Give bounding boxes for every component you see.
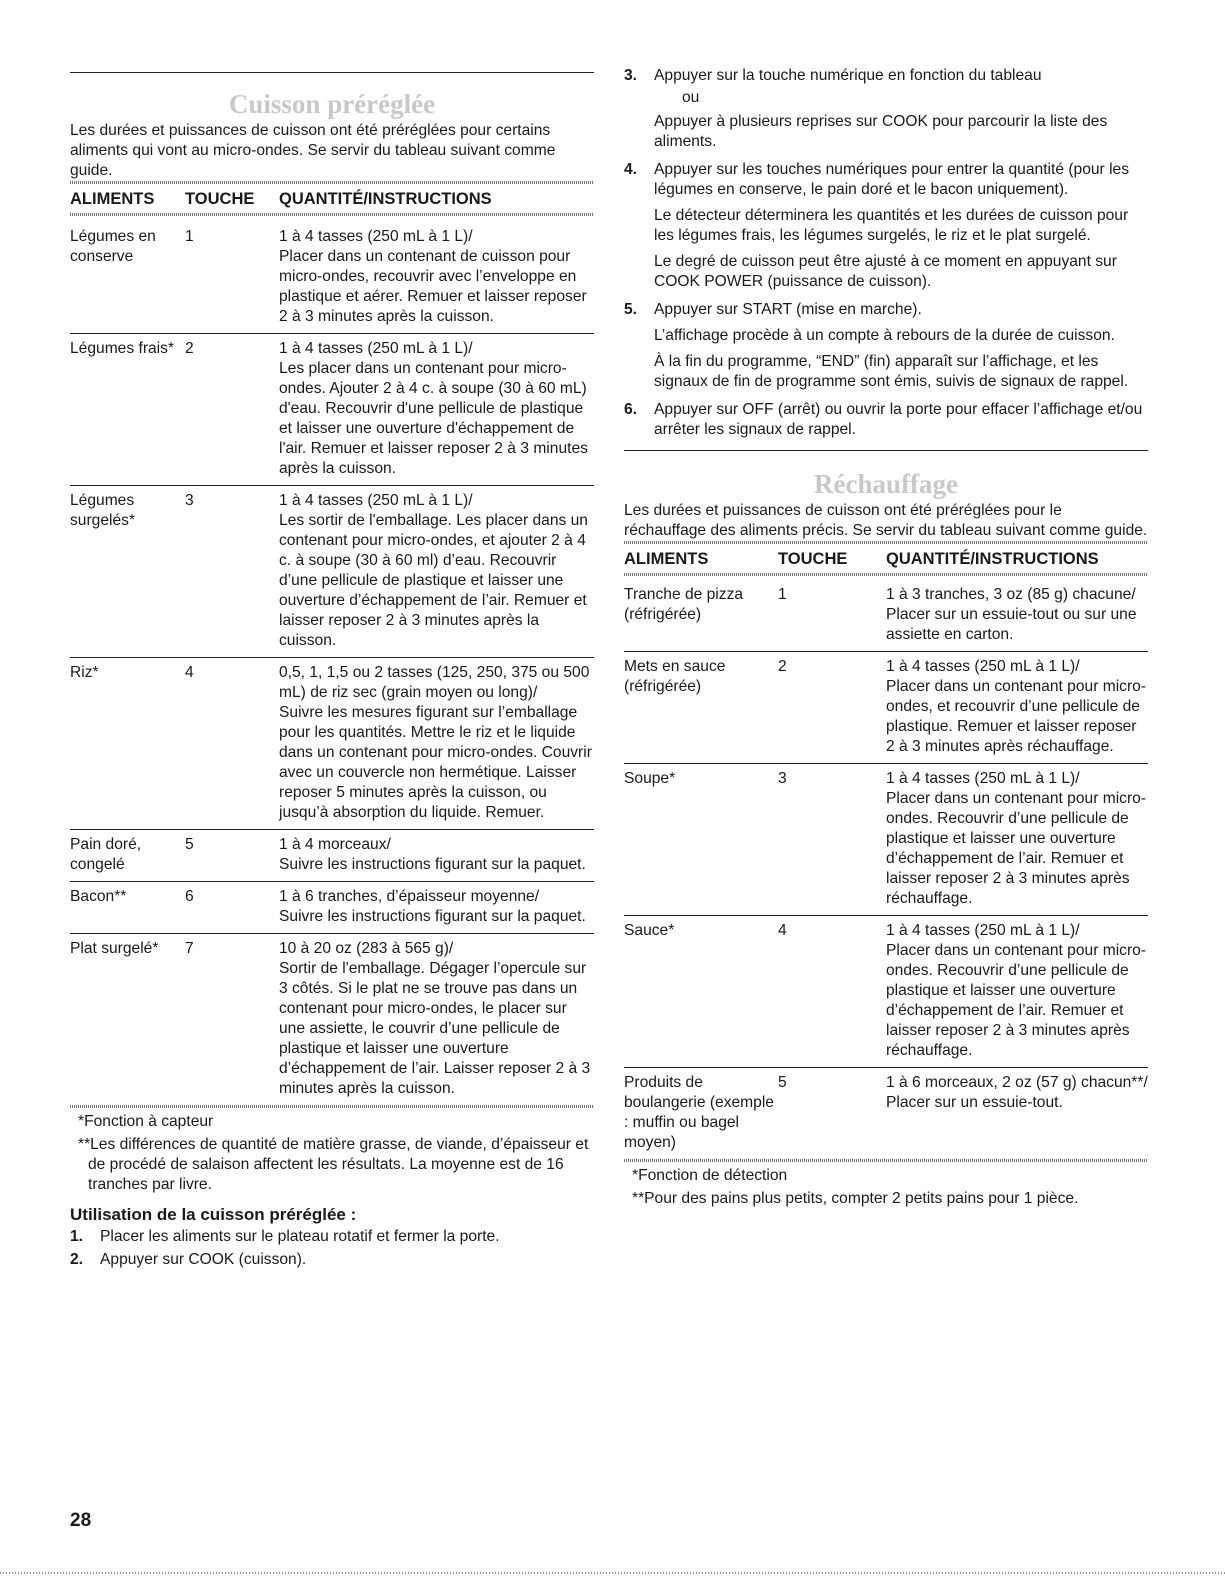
food-cell: Produits de boulangerie (exemple : muffin ou bagel moyen) bbox=[624, 1074, 774, 1151]
instructions-cell: 1 à 4 tasses (250 mL à 1 L)/ Les sortir de l'emballage. Les placer dans un contenant pour micro-ondes, et ajouter 2 à 4 c. à soupe (30 à 60 ml) d’eau. Recouvrir d’une pellicule de plastique et laisser une ouverture d’échappement de l’air. Remuer et laisser reposer 2 à 3 minutes après la cuisson. bbox=[279, 492, 588, 649]
key-cell: 1 bbox=[185, 228, 194, 245]
table-header bbox=[624, 544, 1148, 573]
step-number: 1. bbox=[70, 1228, 84, 1245]
intro-paragraph: Les durées et puissances de cuisson ont été préréglées pour certains aliments qui vont au micro-ondes. Se servir du tableau suivant comme guide. bbox=[70, 122, 556, 179]
food-cell: Sauce* bbox=[624, 922, 675, 939]
instructions-cell: 1 à 4 tasses (250 mL à 1 L)/ Placer dans un contenant pour micro-ondes. Recouvrir d’une pellicule de plastique et laisser une ouverture d’échappement de l’air. Remuer et laisser reposer 2 à 3 minutes après réchauffage. bbox=[886, 922, 1147, 1059]
table-row bbox=[624, 763, 1148, 915]
header-key: TOUCHE bbox=[185, 190, 255, 208]
food-cell: Légumes en conserve bbox=[70, 228, 156, 265]
reheat-table bbox=[624, 580, 1148, 1159]
footnote-sensor: *Fonction à capteur bbox=[78, 1113, 214, 1130]
step-number: 2. bbox=[70, 1251, 84, 1268]
key-cell: 3 bbox=[185, 492, 194, 509]
header-foods: ALIMENTS bbox=[70, 190, 155, 208]
key-cell: 2 bbox=[185, 340, 194, 357]
key-cell: 2 bbox=[778, 658, 787, 675]
step-number: 3. bbox=[624, 67, 638, 84]
key-cell: 3 bbox=[778, 770, 787, 787]
bottom-dotted-border bbox=[0, 1572, 1225, 1574]
key-cell: 5 bbox=[185, 836, 194, 853]
table-row bbox=[70, 333, 594, 485]
step-number: 5. bbox=[624, 301, 638, 318]
food-cell: Tranche de pizza (réfrigérée) bbox=[624, 586, 744, 623]
table-row bbox=[70, 829, 594, 881]
food-cell: Riz* bbox=[70, 664, 99, 681]
footnote-bacon: **Les différences de quantité de matière grasse, de viande, d’épaisseur et de procédé de salaison affectent les résultats. La moyenne est de 16 tranches par livre. bbox=[78, 1136, 589, 1193]
table-row bbox=[624, 1067, 1148, 1159]
step-detail: L’affichage procède à un compte à rebours de la durée de cuisson. bbox=[654, 327, 1115, 344]
step-or: ou bbox=[682, 89, 700, 106]
key-cell: 6 bbox=[185, 888, 194, 905]
instructions-cell: 10 à 20 oz (283 à 565 g)/ Sortir de l'emballage. Dégager l’opercule sur 3 côtés. Si le plat ne se trouve pas dans un contenant pour micro-ondes, le placer sur une assiette, le couvrir d’une pellicule de plastique et laisser une ouverture d’échappement de l’air. Laisser reposer 2 à 3 minutes après la cuisson. bbox=[279, 940, 591, 1097]
table-row bbox=[70, 657, 594, 829]
instructions-cell: 1 à 4 tasses (250 mL à 1 L)/ Placer dans un contenant pour micro-ondes. Recouvrir d’une pellicule de plastique et laisser une ouverture d’échappement de l’air. Remuer et laisser reposer 2 à 3 minutes après réchauffage. bbox=[886, 770, 1147, 907]
table-header-dotted-rule bbox=[70, 213, 594, 216]
key-cell: 5 bbox=[778, 1074, 787, 1091]
food-cell: Mets en sauce (réfrigérée) bbox=[624, 658, 726, 695]
instructions-cell: 1 à 6 tranches, d’épaisseur moyenne/ Suivre les instructions figurant sur la paquet. bbox=[279, 888, 586, 925]
table-row bbox=[70, 485, 594, 657]
food-cell: Soupe* bbox=[624, 770, 676, 787]
instructions-cell: 0,5, 1, 1,5 ou 2 tasses (125, 250, 375 ou 500 mL) de riz sec (grain moyen ou long)/ Suivre les mesures figurant sur l’emballage pour les quantités. Mettre le riz et le liquide dans un contenant pour micro-ondes. Couvrir avec un couvercle non hermétique. Laisser reposer 5 minutes après la cuisson, ou jusqu’à absorption du liquide. Remuer. bbox=[279, 664, 592, 821]
step-number: 4. bbox=[624, 161, 638, 178]
intro-paragraph: Les durées et puissances de cuisson ont été préréglées pour le réchauffage des aliments précis. Se servir du tableau suivant comme guide. bbox=[624, 502, 1148, 539]
step-item bbox=[624, 160, 1148, 292]
left-column bbox=[70, 0, 594, 1270]
table-row bbox=[70, 881, 594, 933]
usage-heading: Utilisation de la cuisson préréglée : bbox=[70, 1205, 357, 1224]
step-item bbox=[624, 400, 1148, 440]
food-cell: Bacon** bbox=[70, 888, 127, 905]
instructions-cell: 1 à 6 morceaux, 2 oz (57 g) chacun**/ Placer sur un essuie-tout. bbox=[886, 1074, 1148, 1111]
key-cell: 7 bbox=[185, 940, 194, 957]
steps-list-right bbox=[624, 66, 1148, 440]
food-cell: Légumes surgelés* bbox=[70, 492, 136, 529]
step-detail: Le détecteur déterminera les quantités et les durées de cuisson pour les légumes frais, les légumes surgelés, le riz et le plat surgelé. bbox=[654, 207, 1129, 244]
step-text: Appuyer sur START (mise en marche). bbox=[654, 301, 922, 318]
instructions-cell: 1 à 4 tasses (250 mL à 1 L)/ Placer dans un contenant pour micro-ondes, et recouvrir d’une pellicule de plastique. Remuer et laisser reposer 2 à 3 minutes après réchauffage. bbox=[886, 658, 1147, 755]
table-header bbox=[70, 184, 594, 213]
instructions-cell: 1 à 4 tasses (250 mL à 1 L)/ Les placer dans un contenant pour micro-ondes. Ajouter 2 à 4 c. à soupe (30 à 60 mL) d'eau. Recouvrir d'une pellicule de plastique et laisser une ouverture d'échappement de l'air. Remuer et laisser reposer 2 à 3 minutes après la cuisson. bbox=[279, 340, 588, 477]
step-text: Appuyer sur les touches numériques pour entrer la quantité (pour les légumes en conserve, le pain doré et le bacon uniquement). bbox=[654, 161, 1130, 198]
header-key: TOUCHE bbox=[778, 550, 848, 568]
table-row bbox=[70, 222, 594, 333]
preset-cooking-table bbox=[70, 222, 594, 1105]
table-row bbox=[624, 915, 1148, 1067]
header-instructions: QUANTITÉ/INSTRUCTIONS bbox=[279, 190, 492, 208]
header-instructions: QUANTITÉ/INSTRUCTIONS bbox=[886, 550, 1099, 568]
table-row bbox=[624, 651, 1148, 763]
instructions-cell: 1 à 4 morceaux/ Suivre les instructions figurant sur la paquet. bbox=[279, 836, 586, 873]
section-title-preset-cooking: Cuisson préréglée bbox=[228, 89, 436, 119]
step-text: Appuyer sur la touche numérique en fonction du tableau bbox=[654, 67, 1042, 84]
step-number: 6. bbox=[624, 401, 638, 418]
step-item bbox=[70, 1250, 594, 1270]
step-text: Appuyer sur OFF (arrêt) ou ouvrir la porte pour effacer l’affichage et/ou arrêter les signaux de rappel. bbox=[654, 401, 1143, 438]
food-cell: Pain doré, congelé bbox=[70, 836, 142, 873]
section-title-reheat: Réchauffage bbox=[814, 469, 958, 499]
header-foods: ALIMENTS bbox=[624, 550, 709, 568]
section-rule bbox=[624, 450, 1148, 451]
key-cell: 1 bbox=[778, 586, 787, 603]
step-detail: Le degré de cuisson peut être ajusté à ce moment en appuyant sur COOK POWER (puissance de cuisson). bbox=[654, 253, 1117, 290]
step-detail: À la fin du programme, “END” (fin) apparaît sur l’affichage, et les signaux de fin de programme sont émis, suivis de signaux de rappel. bbox=[654, 353, 1129, 390]
step-text: Placer les aliments sur le plateau rotatif et fermer la porte. bbox=[100, 1228, 500, 1245]
page-number: 28 bbox=[70, 1510, 92, 1531]
key-cell: 4 bbox=[778, 922, 787, 939]
food-cell: Plat surgelé* bbox=[70, 940, 159, 957]
key-cell: 4 bbox=[185, 664, 194, 681]
right-column bbox=[624, 0, 1148, 1209]
table-bottom-dotted-rule bbox=[70, 1105, 594, 1108]
step-detail: Appuyer à plusieurs reprises sur COOK pour parcourir la liste des aliments. bbox=[654, 113, 1108, 150]
table-row bbox=[624, 580, 1148, 651]
table-header-dotted-rule bbox=[624, 573, 1148, 576]
instructions-cell: 1 à 3 tranches, 3 oz (85 g) chacune/ Placer sur un essuie-tout ou sur une assiette en carton. bbox=[886, 586, 1137, 643]
top-rule bbox=[70, 72, 594, 73]
step-item bbox=[624, 300, 1148, 392]
food-cell: Légumes frais* bbox=[70, 340, 175, 357]
step-text: Appuyer sur COOK (cuisson). bbox=[100, 1251, 307, 1268]
steps-list-left bbox=[70, 1227, 594, 1270]
step-item bbox=[70, 1227, 594, 1247]
step-item bbox=[624, 66, 1148, 152]
table-row bbox=[70, 933, 594, 1105]
footnote-bread: **Pour des pains plus petits, compter 2 petits pains pour 1 pièce. bbox=[632, 1190, 1079, 1207]
table-bottom-dotted-rule bbox=[624, 1159, 1148, 1162]
footnote-detection: *Fonction de détection bbox=[632, 1167, 788, 1184]
instructions-cell: 1 à 4 tasses (250 mL à 1 L)/ Placer dans un contenant de cuisson pour micro-ondes, recouvrir avec l’enveloppe en plastique et aérer. Remuer et laisser reposer 2 à 3 minutes après la cuisson. bbox=[279, 228, 587, 325]
